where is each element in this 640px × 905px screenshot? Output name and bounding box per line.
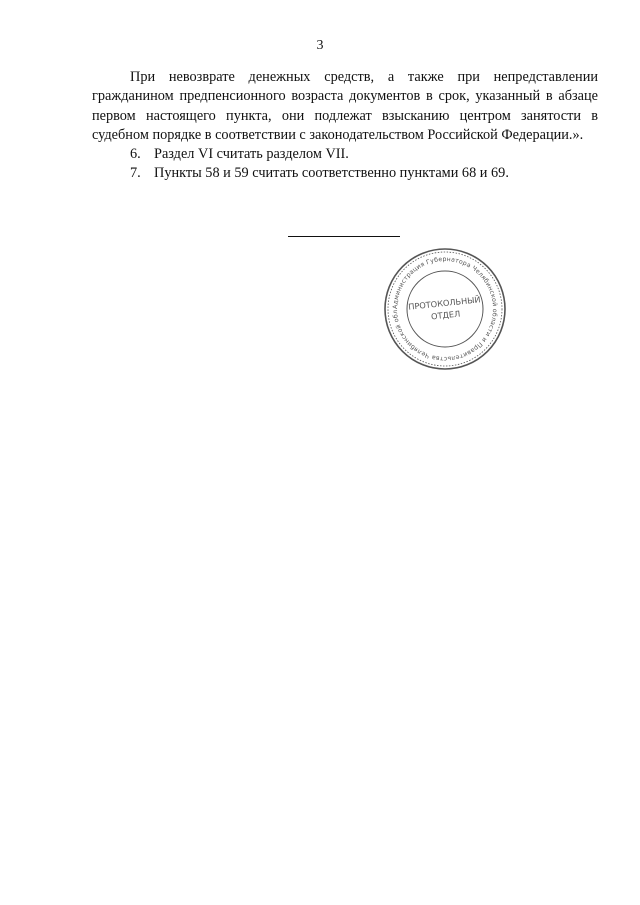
- stamp-seal: [382, 246, 508, 372]
- list-item-number: 7.: [130, 165, 141, 182]
- page-number: 3: [316, 38, 324, 53]
- list-item: [92, 164, 598, 183]
- stamp-center-line1: ПРОТОКОЛЬНЫЙ: [407, 294, 481, 312]
- list-item-text: Пункты 58 и 59 считать соответственно пунктами 68 и 69.: [154, 165, 509, 182]
- stamp-ring-text: Администрация Губернатора Челябинской области и Правительства Челябинской обл: [391, 255, 499, 363]
- list-item-number: 6.: [130, 146, 141, 163]
- stamp-dotted-ring: [388, 252, 502, 366]
- list-item: [92, 145, 598, 164]
- amendment-list: [92, 145, 598, 184]
- end-divider-line: [288, 236, 400, 237]
- stamp-center-line2: ОТДЕЛ: [430, 308, 461, 322]
- paragraph-refund: При невозврате денежных средств, а также при непредставлении гражданином предпенсионного возраста документов в срок, указанный в абзаце первом настоящего пункта, они подлежат взысканию центром занятости в судебном порядке в соответствии с законодательством Российской Федерации.».: [92, 69, 598, 143]
- stamp-outer-ring: [385, 249, 505, 369]
- official-stamp: [382, 246, 508, 372]
- document-body: [92, 68, 598, 184]
- list-item-text: Раздел VI считать разделом VII.: [154, 146, 349, 163]
